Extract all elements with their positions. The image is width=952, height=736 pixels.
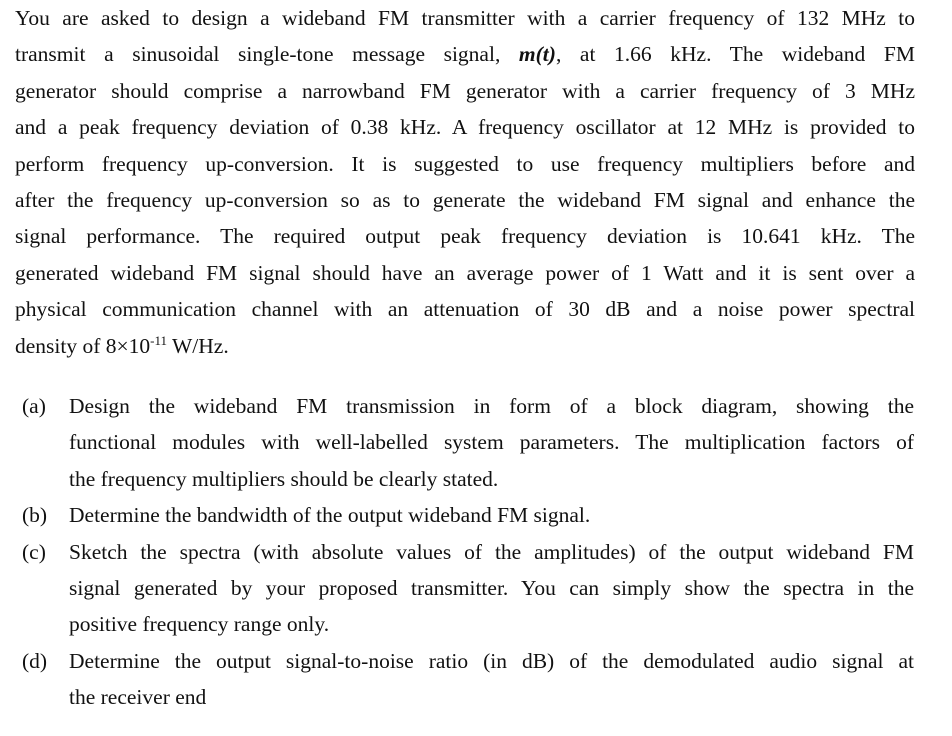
- question-d-line-2: the receiver end: [69, 685, 207, 710]
- problem-line-10: [15, 328, 915, 364]
- problem-line-2-end: , at 1.66 kHz. The wideband FM: [555, 42, 915, 67]
- noise-density-unit: W/Hz.: [167, 333, 229, 358]
- question-a-line-1: Design the wideband FM transmission in form of a block diagram, showing the: [69, 394, 914, 418]
- question-c-line-2: signal generated by your proposed transmitter. You can simply show the spectra in the: [69, 575, 914, 600]
- problem-line-9: physical communication channel with an attenuation of 30 dB and a noise power spectral: [15, 297, 915, 322]
- question-a-line-3: the frequency multipliers should be clearly stated.: [69, 466, 499, 491]
- question-label: (a): [22, 394, 46, 418]
- question-c-line-3: positive frequency range only.: [69, 612, 330, 637]
- question-d-line-1: Determine the output signal-to-noise ratio (in dB) of the demodulated audio signal at: [69, 648, 914, 673]
- problem-line-5: perform frequency up-conversion. It is suggested to use frequency multipliers before and: [15, 151, 915, 176]
- noise-density-exponent: -11: [150, 332, 168, 348]
- question-list: [22, 388, 914, 716]
- noise-density-value: density of 8×10: [15, 333, 151, 358]
- question-label: (b): [22, 503, 48, 528]
- question-body: [69, 534, 914, 643]
- message-signal-symbol: m(t): [518, 42, 556, 67]
- problem-line-8: generated wideband FM signal should have an average power of 1 Watt and it is sent over a: [15, 260, 915, 285]
- question-c: [22, 534, 914, 643]
- question-body: [69, 643, 914, 716]
- problem-statement: [15, 0, 915, 364]
- question-label: (c): [22, 539, 46, 564]
- problem-line-2: [15, 36, 915, 72]
- question-body: [69, 497, 914, 533]
- problem-line-1: You are asked to design a wideband FM transmitter with a carrier frequency of 132 MHz to: [15, 6, 915, 30]
- problem-line-6: after the frequency up-conversion so as to generate the wideband FM signal and enhance the: [15, 187, 915, 212]
- question-b-line-1: Determine the bandwidth of the output wideband FM signal.: [69, 503, 591, 528]
- question-c-line-1: Sketch the spectra (with absolute values of the amplitudes) of the output wideband FM: [69, 539, 914, 564]
- question-a-line-2: functional modules with well-labelled system parameters. The multiplication factors of: [69, 430, 914, 455]
- problem-line-3: generator should comprise a narrowband FM generator with a carrier frequency of 3 MHz: [15, 78, 915, 103]
- problem-line-4: and a peak frequency deviation of 0.38 kHz. A frequency oscillator at 12 MHz is provided to: [15, 115, 915, 140]
- question-a: [22, 388, 914, 497]
- problem-line-2-start: transmit a sinusoidal single-tone message signal,: [15, 42, 519, 67]
- question-d: [22, 643, 914, 716]
- question-label: (d): [22, 648, 48, 673]
- question-b: [22, 497, 914, 533]
- question-body: [69, 388, 914, 497]
- problem-line-7: signal performance. The required output peak frequency deviation is 10.641 kHz. The: [15, 224, 915, 249]
